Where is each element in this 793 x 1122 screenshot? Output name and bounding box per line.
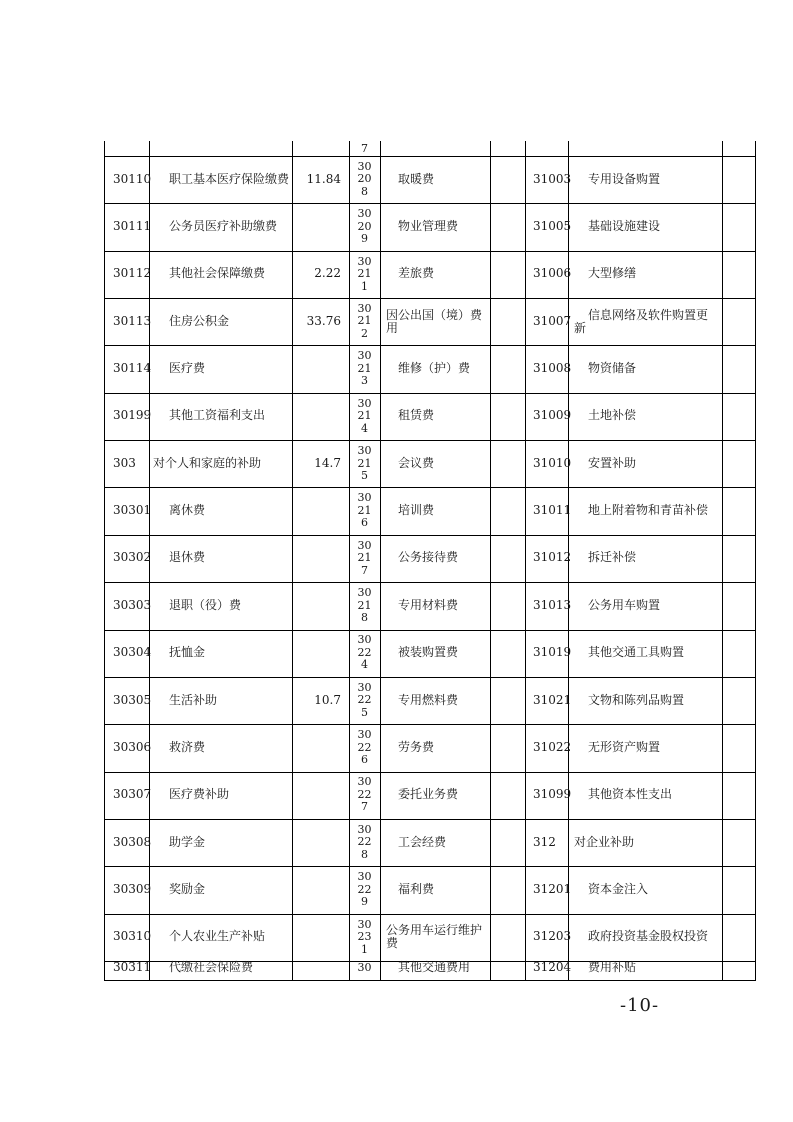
economic-code: 30 21 1 [357,254,372,293]
expense-name: 抚恤金 [169,645,206,660]
economic-code: 30111 [113,219,152,234]
economic-code: 30 21 3 [357,349,372,388]
economic-code: 30 22 4 [357,633,372,672]
expense-name: 文物和陈列品购置 [588,692,685,707]
economic-code: 31021 [533,692,572,707]
expense-name: 公务用车运行维护费 [386,923,483,951]
economic-code: 31003 [533,171,572,186]
economic-code: 31005 [533,219,572,234]
amount-value: 11.84 [306,171,341,186]
expense-name: 政府投资基金股权投资 [588,929,709,944]
expense-name: 医疗费补助 [169,787,230,802]
expense-name: 差旅费 [398,266,435,281]
economic-code: 31010 [533,455,572,470]
economic-code: 30 22 7 [357,775,372,814]
column-divider [722,141,723,980]
economic-code: 303 [113,455,136,470]
expense-name: 个人农业生产补贴 [169,929,266,944]
expense-name: 拆迁补偿 [588,550,637,565]
expense-name: 职工基本医疗保险缴费 [169,171,290,186]
economic-code: 30303 [113,597,152,612]
economic-code: 30306 [113,739,152,754]
economic-code: 30112 [113,266,152,281]
expense-name: 土地补偿 [588,408,637,423]
expense-name: 其他交通费用 [398,959,471,974]
expense-name: 会议费 [398,455,435,470]
expense-name: 工会经费 [398,834,447,849]
expense-name: 公务员医疗补助缴费 [169,219,278,234]
expense-name: 退职（役）费 [169,597,242,612]
expense-name: 劳务费 [398,739,435,754]
expense-name: 无形资产购置 [588,739,661,754]
economic-code: 312 [533,834,556,849]
row-divider [105,203,755,204]
expense-name: 救济费 [169,739,206,754]
row-divider [105,251,755,252]
expense-name: 医疗费 [169,361,206,376]
row-divider [105,677,755,678]
economic-code: 31019 [533,645,572,660]
expense-name: 退休费 [169,550,206,565]
expense-name: 租赁费 [398,408,435,423]
economic-code: 30 20 8 [357,159,372,198]
expense-name: 安置补助 [588,455,637,470]
expense-name: 其他交通工具购置 [588,645,685,660]
economic-code: 30 22 8 [357,822,372,861]
expense-name: 取暖费 [398,171,435,186]
economic-code: 30308 [113,834,152,849]
amount-value: 2.22 [314,266,341,281]
economic-code: 30307 [113,787,152,802]
economic-code: 31099 [533,787,572,802]
economic-code: 30 21 2 [357,301,372,340]
economic-code: 30 20 9 [357,207,372,246]
expense-name: 福利费 [398,881,435,896]
row-divider [105,440,755,441]
expense-name: 维修（护）费 [398,361,471,376]
expense-name: 专用材料费 [398,597,459,612]
budget-table [104,141,756,981]
expense-name: 其他工资福利支出 [169,408,266,423]
expense-name: 培训费 [398,503,435,518]
expense-name: 其他社会保障缴费 [169,266,266,281]
economic-code: 30 21 4 [357,396,372,435]
expense-name: 对企业补助 [574,834,635,849]
economic-code: 30309 [113,881,152,896]
economic-code: 30 21 5 [357,444,372,483]
economic-code: 31012 [533,550,572,565]
expense-name: 助学金 [169,834,206,849]
expense-name: 物资储备 [588,361,637,376]
economic-code: 30302 [113,550,152,565]
economic-code: 31008 [533,361,572,376]
economic-code: 31009 [533,408,572,423]
expense-name: 公务接待费 [398,550,459,565]
row-divider [105,582,755,583]
expense-name: 住房公积金 [169,313,230,328]
economic-code: 30311 [113,959,152,974]
column-divider [380,141,381,980]
economic-code: 31022 [533,739,572,754]
expense-name: 大型修缮 [588,266,637,281]
expense-name: 因公出国（境）费用 [386,307,483,335]
row-divider [105,772,755,773]
row-divider [105,866,755,867]
amount-value: 10.7 [314,692,341,707]
economic-code: 30 21 8 [357,586,372,625]
expense-name: 被装购置费 [398,645,459,660]
economic-code: 31013 [533,597,572,612]
expense-name: 对个人和家庭的补助 [153,455,262,470]
expense-name: 奖励金 [169,881,206,896]
row-divider [105,535,755,536]
row-divider [105,298,755,299]
economic-code: 30199 [113,408,152,423]
row-code-fragment: 7 [361,142,368,155]
expense-name: 代缴社会保险费 [169,959,254,974]
row-divider [105,724,755,725]
row-divider [105,156,755,157]
economic-code: 30305 [113,692,152,707]
row-divider [105,630,755,631]
row-divider [105,819,755,820]
economic-code: 30 22 5 [357,680,372,719]
amount-value: 14.7 [314,455,341,470]
expense-name: 地上附着物和青苗补偿 [588,503,709,518]
row-divider [105,345,755,346]
economic-code: 30113 [113,313,152,328]
row-divider [105,914,755,915]
page-number: -10- [620,995,660,1016]
economic-code: 30301 [113,503,152,518]
economic-code: 30 22 6 [357,728,372,767]
economic-code: 31201 [533,881,572,896]
economic-code: 31203 [533,929,572,944]
expense-name: 资本金注入 [588,881,649,896]
expense-name: 费用补贴 [588,959,637,974]
economic-code: 30310 [113,929,152,944]
expense-name: 基础设施建设 [588,219,661,234]
economic-code: 30 21 6 [357,491,372,530]
economic-code: 30304 [113,645,152,660]
expense-name: 其他资本性支出 [588,787,673,802]
expense-name: 公务用车购置 [588,597,661,612]
economic-code: 30 23 1 [357,917,372,956]
expense-name: 专用设备购置 [588,171,661,186]
expense-name: 物业管理费 [398,219,459,234]
economic-code: 31006 [533,266,572,281]
column-divider [490,141,491,980]
economic-code: 30114 [113,361,152,376]
amount-value: 33.76 [306,313,341,328]
economic-code: 30 22 9 [357,870,372,909]
economic-code: 30 21 7 [357,538,372,577]
expense-name: 信息网络及软件购置更新 [574,307,709,335]
expense-name: 生活补助 [169,692,218,707]
economic-code: 31007 [533,313,572,328]
economic-code: 30110 [113,171,152,186]
row-divider [105,393,755,394]
economic-code: 31011 [533,503,572,518]
row-divider [105,487,755,488]
expense-name: 离休费 [169,503,206,518]
economic-code: 30 [357,960,372,974]
expense-name: 专用燃料费 [398,692,459,707]
expense-name: 委托业务费 [398,787,459,802]
economic-code: 31204 [533,959,572,974]
column-divider [525,141,526,980]
